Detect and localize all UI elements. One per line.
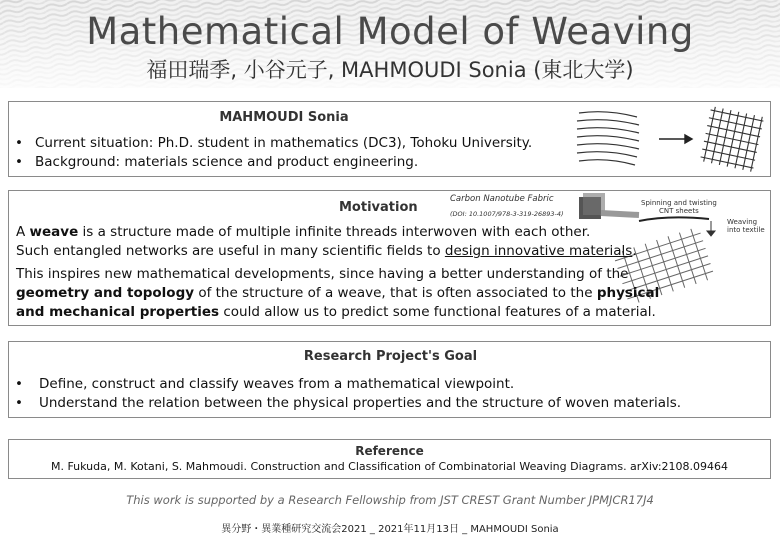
reference-title: Reference [355,444,424,458]
figure-doi: (DOI: 10.1007/978-3-319-26893-4) [450,210,564,218]
cnt-figure-caption [450,194,564,218]
goal-title: Research Project's Goal [303,349,478,364]
motivation-section [8,190,771,326]
arrow-icon [659,135,692,143]
profile-section [8,101,771,177]
figure-label-spinning: Spinning and twisting CNT sheets [641,199,717,215]
list-item: • Background: materials science and product engineering. [9,153,569,172]
weave-diagram-illustration [567,105,767,173]
figure-caption: Carbon Nanotube Fabric [450,194,554,204]
figure-label-weaving: Weaving into textile [727,218,765,234]
funding-note: This work is supported by a Research Fellowship from JST CREST Grant Number JPMJCR17J4 [126,493,654,507]
arrow-icon [707,221,715,236]
motivation-paragraph-2: This inspires new mathematical developments, since having a better understanding of the geometry and topology of the structure of a weave, that is often associated to the physical and mechanical properties could allow us to predict some functional features of a material. [16,266,660,320]
profile-name: MAHMOUDI Sonia [219,110,349,125]
reference-text: M. Fukuda, M. Kotani, S. Mahmoudi. Construction and Classification of Combinatorial Weaving Diagrams. arXiv:2108.09464 [50,460,729,473]
header-banner [0,0,780,88]
reference-section [8,439,771,479]
motivation-paragraph-1: A weave is a structure made of multiple infinite threads interwoven with each other. Such entangled networks are useful in many scientific fields to design innovative materials. [16,224,637,259]
motivation-title: Motivation [339,200,418,215]
research-goal-section [8,341,771,418]
list-item: • Current situation: Ph.D. student in mathematics (DC3), Tohoku University. [9,134,569,153]
weave-term: weave [29,224,79,240]
footer: 異分野・異業種研究交流会2021 _ 2021年11月13日 _ MAHMOUDI Sonia [221,524,559,535]
profile-list [9,134,569,172]
design-materials-text: design innovative materials [444,243,633,259]
authors-subtitle: 福田瑞季, 小谷元子, MAHMOUDI Sonia (東北大学) [146,58,634,82]
page-title: Mathematical Model of Weaving [86,10,694,53]
goal-list [9,375,769,413]
list-item: • Define, construct and classify weaves from a mathematical viewpoint. [9,375,769,394]
list-item: • Understand the relation between the physical properties and the structure of woven materials. [9,394,769,413]
